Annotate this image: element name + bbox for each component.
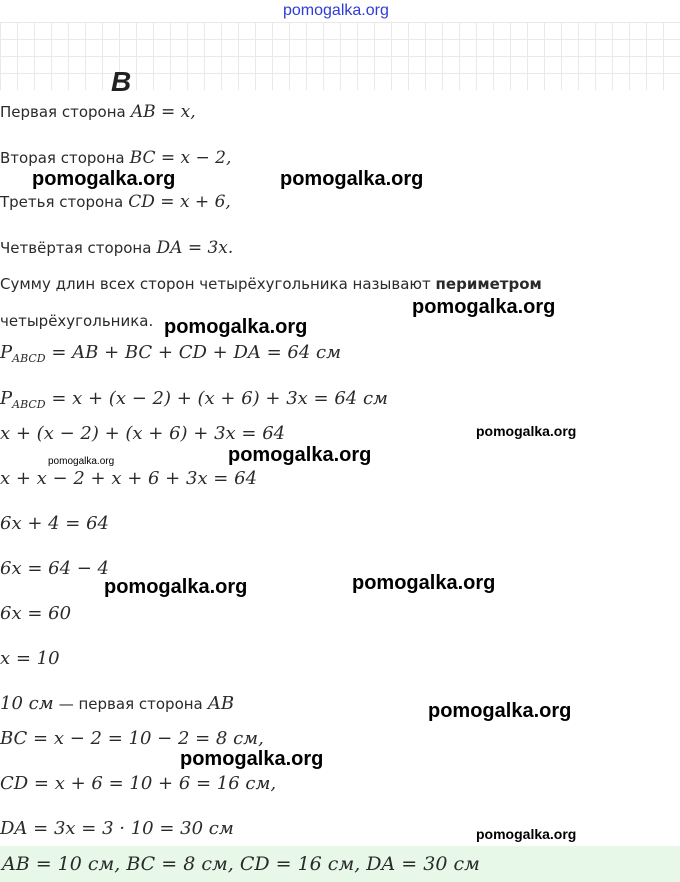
definition-continuation: четырёхугольника. (0, 312, 154, 330)
result-first-side-name: AB (207, 693, 235, 714)
perimeter-symbol: P (0, 342, 13, 363)
watermark: pomogalka.org (476, 423, 577, 439)
perimeter-definition (0, 275, 542, 293)
perimeter-subscript: ABCD (12, 352, 46, 365)
watermark: pomogalka.org (428, 700, 572, 722)
side-ab-label: Первая сторона (0, 103, 126, 121)
watermark: pomogalka.org (412, 296, 556, 318)
perimeter-equation (0, 342, 341, 365)
side-cd-line (0, 192, 231, 212)
result-cd: CD = x + 6 = 10 + 6 = 16 см, (0, 773, 277, 794)
side-bc-label: Вторая сторона (0, 149, 125, 167)
result-first-side (0, 693, 234, 714)
watermark: pomogalka.org (180, 748, 324, 770)
result-first-value: 10 см (0, 693, 54, 714)
side-ab-line (0, 102, 196, 122)
side-cd-formula: CD = x + 6, (128, 192, 231, 212)
equation-step-1: x + (x − 2) + (x + 6) + 3x = 64 (0, 423, 286, 444)
watermark: pomogalka.org (164, 316, 308, 338)
result-bc: BC = x − 2 = 10 − 2 = 8 см, (0, 728, 264, 749)
perimeter-subscript-2: ABCD (12, 398, 46, 411)
result-da: DA = 3x = 3 · 10 = 30 см (0, 818, 234, 839)
equation-step-4: 6x = 64 − 4 (0, 558, 110, 579)
watermark: pomogalka.org (104, 576, 248, 598)
side-da-formula: DA = 3x. (156, 238, 234, 258)
definition-term: периметром (435, 275, 542, 293)
side-da-line (0, 238, 233, 258)
perimeter-equation-rest: = AB + BC + CD + DA = 64 см (45, 342, 342, 363)
perimeter-substitution-rest: = x + (x − 2) + (x + 6) + 3x = 64 см (45, 388, 388, 409)
equation-step-2: x + x − 2 + x + 6 + 3x = 64 (0, 468, 258, 489)
variant-letter: В (111, 66, 132, 97)
grid-paper-background (0, 22, 680, 90)
watermark: pomogalka.org (476, 826, 577, 842)
side-bc-formula: BC = x − 2, (129, 148, 232, 168)
watermark: pomogalka.org (352, 572, 496, 594)
perimeter-substitution (0, 388, 388, 411)
watermark: pomogalka.org (32, 168, 176, 190)
watermark: pomogalka.org (228, 444, 372, 466)
equation-step-6: x = 10 (0, 648, 60, 669)
perimeter-symbol-2: P (0, 388, 13, 409)
side-cd-label: Третья сторона (0, 193, 124, 211)
side-ab-formula: AB = x, (130, 102, 196, 122)
side-da-label: Четвёртая сторона (0, 239, 152, 257)
answer-text: AB = 10 см, BC = 8 см, CD = 16 см, DA = 30 см (2, 853, 480, 875)
equation-step-3: 6x + 4 = 64 (0, 513, 110, 534)
side-bc-line (0, 148, 231, 168)
watermark: pomogalka.org (48, 456, 115, 467)
equation-step-5: 6x = 60 (0, 603, 72, 624)
definition-text: Сумму длин всех сторон четырёхугольника называют (0, 275, 431, 293)
site-link[interactable]: pomogalka.org (283, 2, 389, 19)
watermark: pomogalka.org (280, 168, 424, 190)
result-first-text: — первая сторона (58, 695, 203, 713)
